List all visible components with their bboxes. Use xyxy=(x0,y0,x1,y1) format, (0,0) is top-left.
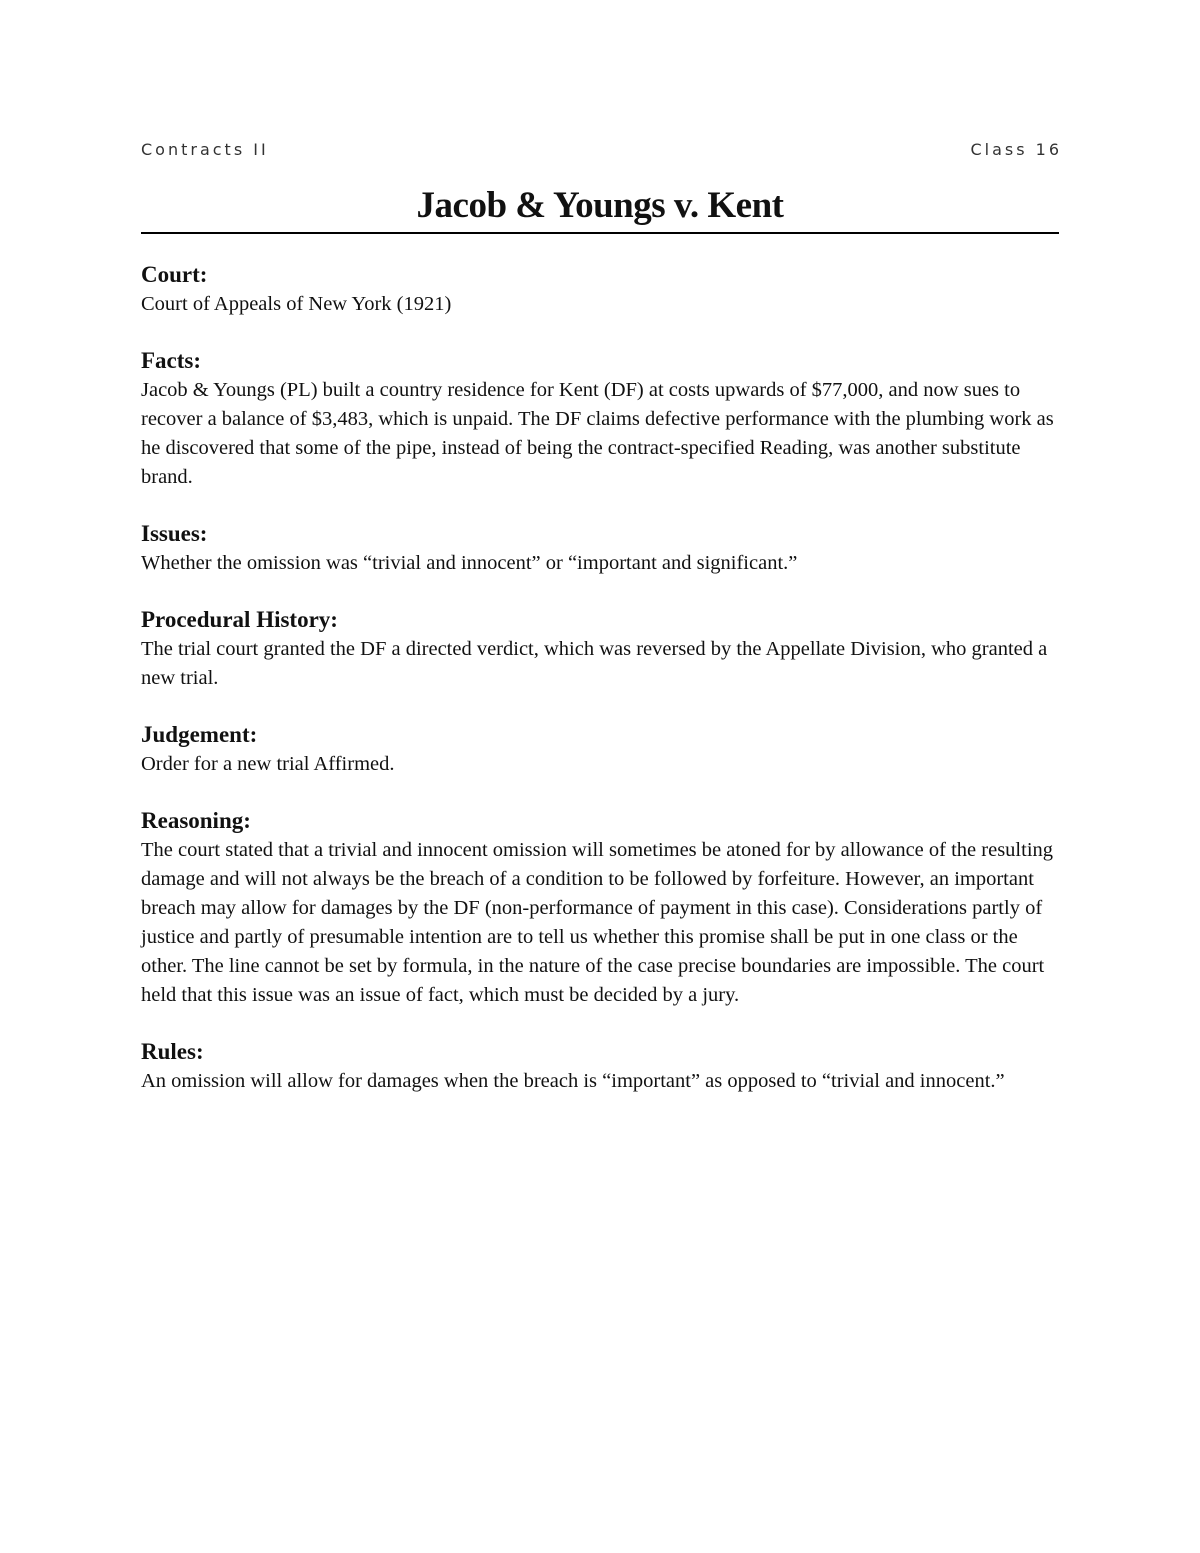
section-body: Order for a new trial Affirmed. xyxy=(141,753,395,775)
document-page xyxy=(141,140,1062,1123)
section-heading: Judgement: xyxy=(141,722,258,747)
section-rules xyxy=(141,1037,1059,1096)
section-heading: Issues: xyxy=(141,521,208,546)
section-judgement xyxy=(141,720,1059,779)
section-body: Court of Appeals of New York (1921) xyxy=(141,293,452,315)
section-heading: Court: xyxy=(141,262,208,287)
section-procedural-history xyxy=(141,605,1059,693)
case-title: Jacob & Youngs v. Kent xyxy=(141,184,1059,234)
section-body: Whether the omission was “trivial and innocent” or “important and significant.” xyxy=(141,552,798,574)
section-court xyxy=(141,260,1059,319)
section-issues xyxy=(141,519,1059,578)
section-heading: Procedural History: xyxy=(141,607,338,632)
class-number: Class 16 xyxy=(970,140,1062,159)
section-heading: Facts: xyxy=(141,348,202,373)
section-facts xyxy=(141,346,1059,492)
section-reasoning xyxy=(141,806,1059,1010)
section-heading: Reasoning: xyxy=(141,808,251,833)
case-brief xyxy=(141,260,1059,1096)
section-body: The court stated that a trivial and innocent omission will sometimes be atoned for by allowance of the resulting damage and will not always be the breach of a condition to be followed by forfeiture. However, an important breach may allow for damages by the DF (non-performance of payment in this case). Considerations partly of justice and partly of presumable intention are to tell us whether this promise shall be put in one class or the other. The line cannot be set by formula, in the nature of the case precise boundaries are impossible. The court held that this issue was an issue of fact, which must be decided by a jury. xyxy=(141,839,1054,1006)
section-body: An omission will allow for damages when the breach is “important” as opposed to “trivial and innocent.” xyxy=(141,1070,1005,1092)
section-heading: Rules: xyxy=(141,1039,204,1064)
section-body: Jacob & Youngs (PL) built a country residence for Kent (DF) at costs upwards of $77,000, and now sues to recover a balance of $3,483, which is unpaid. The DF claims defective performance with the plumbing work as he discovered that some of the pipe, instead of being the contract-specified Reading, was another substitute brand. xyxy=(141,379,1054,488)
page-header xyxy=(141,140,1062,170)
section-body: The trial court granted the DF a directed verdict, which was reversed by the Appellate Division, who granted a new trial. xyxy=(141,638,1048,689)
course-name: Contracts II xyxy=(141,140,269,159)
